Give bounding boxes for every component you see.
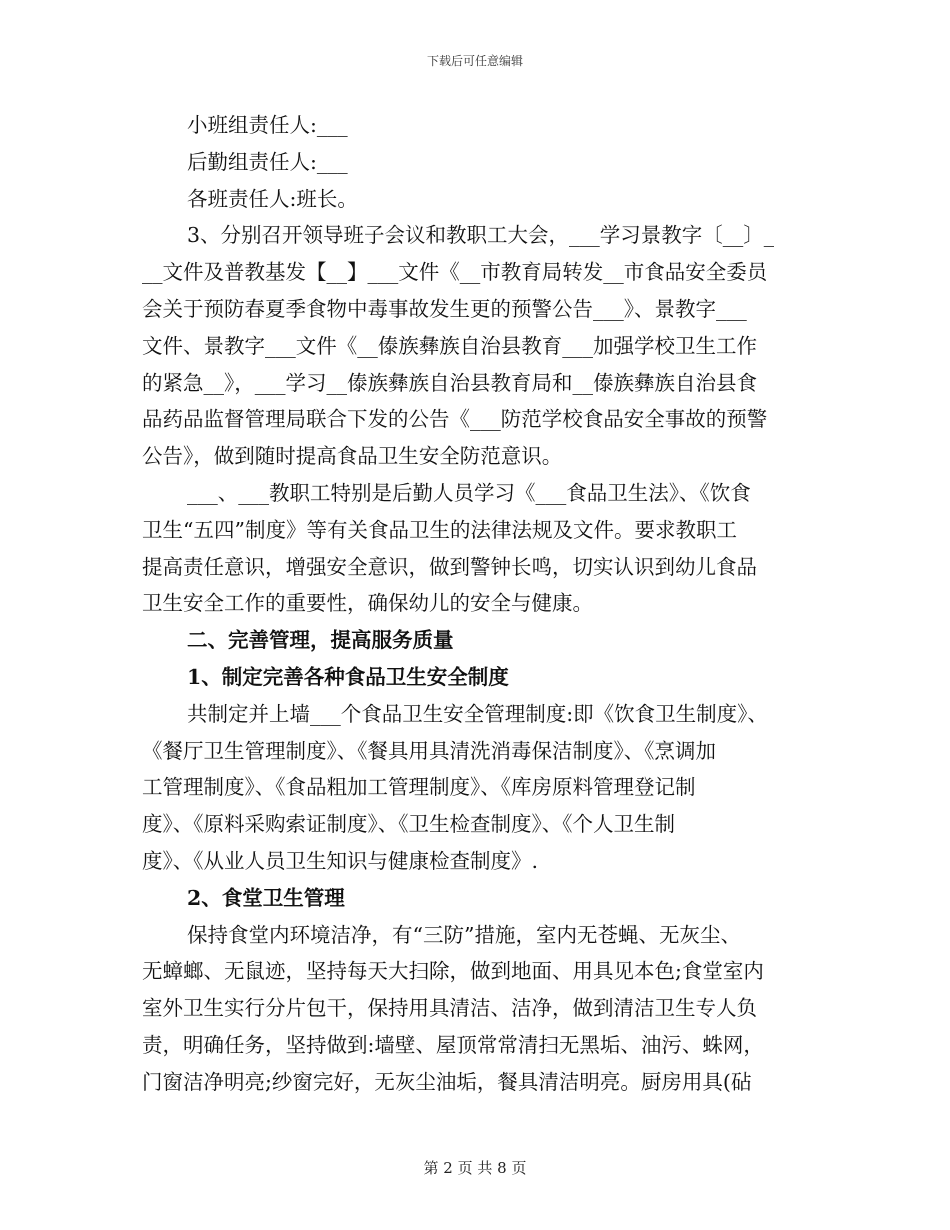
text-line: 会关于预防春夏季食物中毒事故发生更的预警公告___》、景教字___ xyxy=(142,296,747,321)
text-line: 品药品监督管理局联合下发的公告《___防范学校食品安全事故的预警 xyxy=(142,407,768,432)
text-line: 共制定并上墙___个食品卫生安全管理制度:即《饮食卫生制度》、 xyxy=(187,701,768,726)
section-heading: 2、食堂卫生管理 xyxy=(187,885,345,910)
text-line: 公告》，做到随时提高食品卫生安全防范意识。 xyxy=(142,444,563,469)
text-line: 提高责任意识，增强安全意识，做到警钟长鸣，切实认识到幼儿食品 xyxy=(142,554,757,579)
text-line: 工管理制度》、《食品粗加工管理制度》、《库房原料管理登记制 xyxy=(142,775,696,800)
text-line: 各班责任人:班长。 xyxy=(187,186,358,211)
section-heading: 二、完善管理，提高服务质量 xyxy=(187,628,454,653)
text-line: 门窗洁净明亮;纱窗完好，无灰尘油垢，餐具清洁明亮。厨房用具(砧 xyxy=(142,1069,752,1094)
text-line: 3、分别召开领导班子会议和教职工大会，___学习景教字〔__〕_ xyxy=(187,223,775,248)
text-line: 卫生“五四”制度》等有关食品卫生的法律法规及文件。要求教职工 xyxy=(142,517,737,542)
text-line: 度》、《从业人员卫生知识与健康检查制度》. xyxy=(142,848,539,873)
page-footer: 第 2 页 共 8 页 xyxy=(423,1159,527,1177)
text-line: 后勤组责任人:___ xyxy=(187,149,348,174)
document-body xyxy=(142,107,806,1101)
text-line: 度》、《原料采购索证制度》、《卫生检查制度》、《个人卫生制 xyxy=(142,812,675,837)
text-line: 保持食堂内环境洁净，有“三防”措施，室内无苍蝇、无灰尘、 xyxy=(187,922,741,947)
text-line: 室外卫生实行分片包干，保持用具清洁、洁净，做到清洁卫生专人负 xyxy=(142,996,757,1021)
text-line: 小班组责任人:___ xyxy=(187,113,348,137)
section-heading: 1、制定完善各种食品卫生安全制度 xyxy=(187,664,509,689)
text-line: ___、___教职工特别是后勤人员学习《___食品卫生法》、《饮食 xyxy=(187,480,751,505)
text-line: 卫生安全工作的重要性，确保幼儿的安全与健康。 xyxy=(142,591,593,616)
text-line: 的紧急__》，___学习__傣族彝族自治县教育局和__傣族彝族自治县食 xyxy=(142,370,757,395)
text-line: __文件及普教基发【__】___文件《__市教育局转发__市食品安全委员 xyxy=(142,260,768,285)
text-line: 无蟑螂、无鼠迹，坚持每天大扫除，做到地面、用具见本色;食堂室内 xyxy=(142,959,764,984)
text-line: 《餐厅卫生管理制度》、《餐具用具清洗消毒保洁制度》、《烹调加 xyxy=(142,738,716,763)
text-line: 责，明确任务，坚持做到:墙壁、屋顶常常清扫无黑垢、油污、蛛网， xyxy=(142,1032,764,1057)
text-line: 文件、景教字___文件《__傣族彝族自治县教育___加强学校卫生工作 xyxy=(142,333,757,358)
page-header: 下载后可任意编辑 xyxy=(426,54,523,68)
